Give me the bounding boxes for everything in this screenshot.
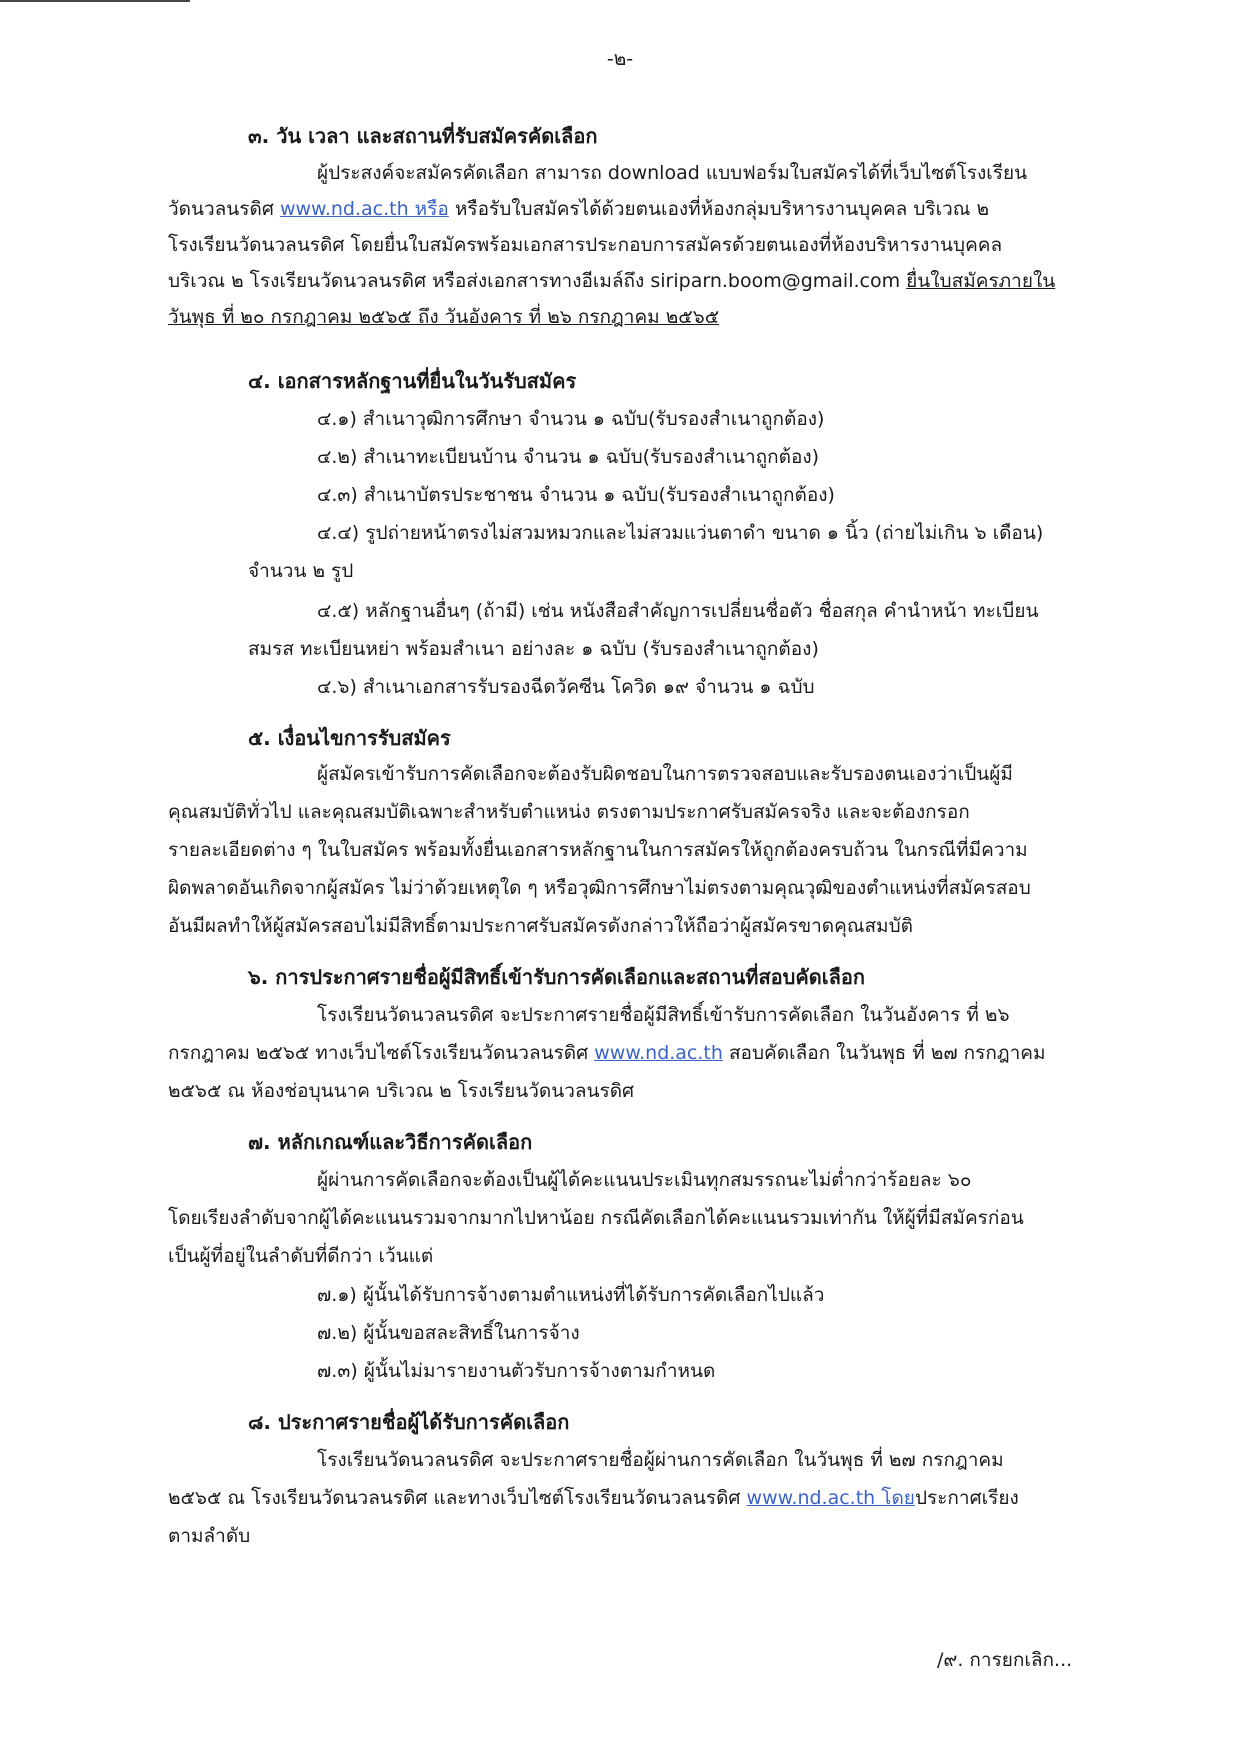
website-link[interactable]: www.nd.ac.th หรือ — [279, 198, 449, 220]
section-7-line-2: โดยเรียงลำดับจากผู้ได้คะแนนรวมจากมากไปหาน้อย กรณีคัดเลือกได้คะแนนรวมเท่ากัน ให้ผู้ที่มีสมัครก่อน — [168, 1207, 1024, 1229]
text: ประกาศเรียง — [914, 1487, 1019, 1509]
section-5-line-1: ผู้สมัครเข้ารับการคัดเลือกจะต้องรับผิดชอบในการตรวจสอบและรับรองตนเองว่าเป็นผู้มี — [317, 763, 1013, 785]
text: บริเวณ ๒ โรงเรียนวัดนวลนรดิศ หรือส่งเอกสารทางอีเมล์ถึง siriparn.boom@gmail.com — [168, 270, 907, 292]
website-link[interactable]: www.nd.ac.th — [594, 1042, 723, 1064]
section-3-line-3: โรงเรียนวัดนวลนรดิศ โดยยื่นใบสมัครพร้อมเอกสารประกอบการสมัครด้วยตนเองที่ห้องบริหารงานบุคคล — [168, 234, 1003, 256]
section-7-item-1: ๗.๑) ผู้นั้นได้รับการจ้างตามตำแหน่งที่ได้รับการคัดเลือกไปแล้ว — [317, 1284, 825, 1306]
deadline-underlined: ยื่นใบสมัครภายใน — [906, 270, 1056, 292]
section-8-line-2 — [168, 1483, 1019, 1513]
section-7-line-3: เป็นผู้ที่อยู่ในลำดับที่ดีกว่า เว้นแต่ — [168, 1245, 434, 1267]
section-7-heading: ๗. หลักเกณฑ์และวิธีการคัดเลือก — [248, 1130, 533, 1154]
text: หรือรับใบสมัครได้ด้วยตนเองที่ห้องกลุ่มบริหารงานบุคคล บริเวณ ๒ — [448, 198, 989, 220]
text: กรกฎาคม ๒๕๖๕ ทางเว็บไซต์โรงเรียนวัดนวลนรดิศ — [168, 1042, 595, 1064]
section-6-line-1: โรงเรียนวัดนวลนรดิศ จะประกาศรายชื่อผู้มีสิทธิ์เข้ารับการคัดเลือก ในวันอังคาร ที่ ๒๖ — [317, 1004, 1010, 1026]
continuation-note: /๙. การยกเลิก... — [937, 1649, 1073, 1671]
section-8-line-1: โรงเรียนวัดนวลนรดิศ จะประกาศรายชื่อผู้ผ่านการคัดเลือก ในวันพุธ ที่ ๒๗ กรกฎาคม — [317, 1449, 1004, 1471]
section-3-line-1: ผู้ประสงค์จะสมัครคัดเลือก สามารถ download แบบฟอร์มใบสมัครได้ที่เว็บไซต์โรงเรียน — [317, 162, 1028, 184]
section-4-item-1: ๔.๑) สำเนาวุฒิการศึกษา จำนวน ๑ ฉบับ(รับรองสำเนาถูกต้อง) — [317, 408, 825, 430]
section-3-line-2 — [168, 194, 989, 224]
section-4-item-6: ๔.๖) สำเนาเอกสารรับรองฉีดวัคซีน โควิด ๑๙ จำนวน ๑ ฉบับ — [317, 676, 815, 698]
top-left-rule — [0, 0, 190, 2]
text: สอบคัดเลือก ในวันพุธ ที่ ๒๗ กรกฎาคม — [722, 1042, 1046, 1064]
section-4-item-2: ๔.๒) สำเนาทะเบียนบ้าน จำนวน ๑ ฉบับ(รับรองสำเนาถูกต้อง) — [317, 446, 820, 468]
section-8-heading: ๘. ประกาศรายชื่อผู้ได้รับการคัดเลือก — [248, 1410, 570, 1434]
section-4-item-3: ๔.๓) สำเนาบัตรประชาชน จำนวน ๑ ฉบับ(รับรองสำเนาถูกต้อง) — [317, 484, 835, 506]
section-7-line-1: ผู้ผ่านการคัดเลือกจะต้องเป็นผู้ได้คะแนนประเมินทุกสมรรถนะไม่ต่ำกว่าร้อยละ ๖๐ — [317, 1169, 972, 1191]
section-7-item-2: ๗.๒) ผู้นั้นขอสละสิทธิ์ในการจ้าง — [317, 1322, 580, 1344]
section-4-item-5: ๔.๕) หลักฐานอื่นๆ (ถ้ามี) เช่น หนังสือสำคัญการเปลี่ยนชื่อตัว ชื่อสกุล คำนำหน้า ทะเบียน — [317, 600, 1039, 622]
section-4-item-4-cont: จำนวน ๒ รูป — [248, 560, 354, 582]
section-4-item-4: ๔.๔) รูปถ่ายหน้าตรงไม่สวมหมวกและไม่สวมแว่นตาดำ ขนาด ๑ นิ้ว (ถ่ายไม่เกิน ๖ เดือน) — [317, 522, 1044, 544]
section-3-line-4 — [168, 266, 1055, 296]
text: วัดนวลนรดิศ — [168, 198, 280, 220]
section-6-line-3: ๒๕๖๕ ณ ห้องช่อบุนนาค บริเวณ ๒ โรงเรียนวัดนวลนรดิศ — [168, 1080, 635, 1102]
section-5-line-2: คุณสมบัติทั่วไป และคุณสมบัติเฉพาะสำหรับตำแหน่ง ตรงตามประกาศรับสมัครจริง และจะต้องกรอก — [168, 801, 970, 823]
section-6-line-2 — [168, 1038, 1046, 1068]
website-link[interactable]: www.nd.ac.th โดย — [746, 1487, 915, 1509]
text: ๒๕๖๕ ณ โรงเรียนวัดนวลนรดิศ และทางเว็บไซต์โรงเรียนวัดนวลนรดิศ — [168, 1487, 747, 1509]
section-6-heading: ๖. การประกาศรายชื่อผู้มีสิทธิ์เข้ารับการคัดเลือกและสถานที่สอบคัดเลือก — [248, 965, 865, 989]
section-5-heading: ๕. เงื่อนไขการรับสมัคร — [248, 726, 451, 750]
section-4-heading: ๔. เอกสารหลักฐานที่ยื่นในวันรับสมัคร — [248, 369, 577, 393]
section-5-line-3: รายละเอียดต่าง ๆ ในใบสมัคร พร้อมทั้งยื่นเอกสารหลักฐานในการสมัครให้ถูกต้องครบถ้วน ในกรณีที่มีความ — [168, 839, 1028, 861]
section-5-line-4: ผิดพลาดอันเกิดจากผู้สมัคร ไม่ว่าด้วยเหตุใด ๆ หรือวุฒิการศึกษาไม่ตรงตามคุณวุฒิของตำแหน่งที่สมัครสอบ — [168, 877, 1031, 899]
page-number: -๒- — [606, 48, 634, 70]
section-8-line-3: ตามลำดับ — [168, 1525, 251, 1547]
section-7-item-3: ๗.๓) ผู้นั้นไม่มารายงานตัวรับการจ้างตามกำหนด — [317, 1360, 716, 1382]
section-4-item-5-cont: สมรส ทะเบียนหย่า พร้อมสำเนา อย่างละ ๑ ฉบับ (รับรองสำเนาถูกต้อง) — [248, 638, 819, 660]
section-3-heading: ๓. วัน เวลา และสถานที่รับสมัครคัดเลือก — [248, 124, 598, 148]
section-5-line-5: อันมีผลทำให้ผู้สมัครสอบไม่มีสิทธิ์ตามประกาศรับสมัครดังกล่าวให้ถือว่าผู้สมัครขาดคุณสมบัติ — [168, 915, 913, 937]
section-3-line-5: วันพุธ ที่ ๒๐ กรกฎาคม ๒๕๖๕ ถึง วันอังคาร ที่ ๒๖ กรกฎาคม ๒๕๖๕ — [168, 306, 720, 328]
